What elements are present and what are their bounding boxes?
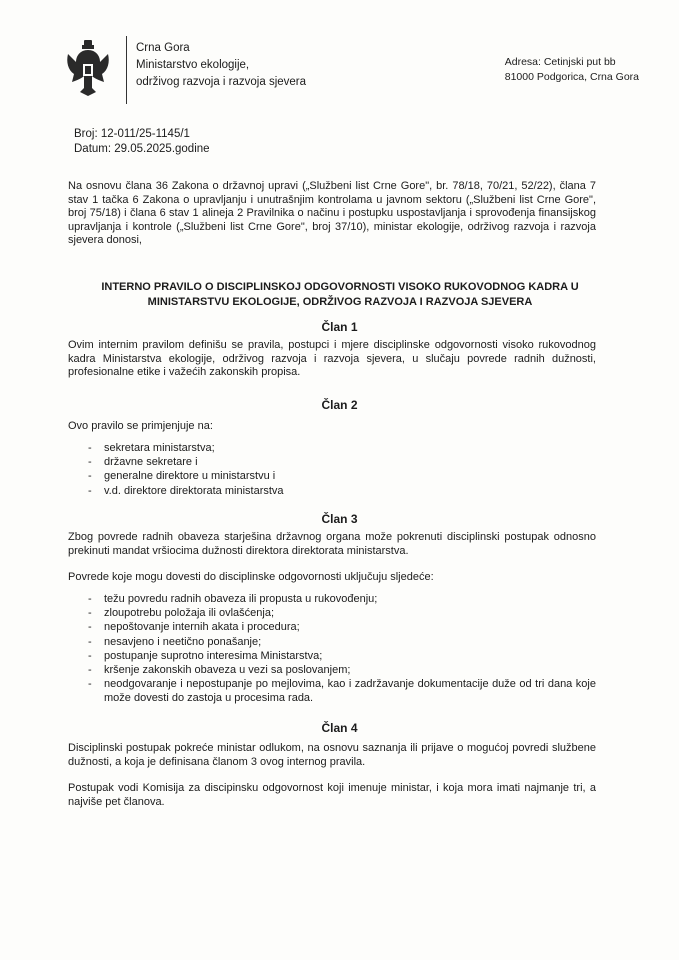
article-3-intro: Povrede koje mogu dovesti do disciplinske odgovornosti uključuju sljedeće: bbox=[68, 571, 434, 583]
article-4-text-1: Disciplinski postupak pokreće ministar odlukom, na osnovu saznanja ili prijave o mogućoj povredi službene dužnosti, a koja je definisana članom 3 ovog internog pravila. bbox=[68, 742, 596, 768]
article-1-heading: Član 1 bbox=[321, 320, 358, 334]
ministry-line-3: održivog razvoja i razvoja sjevera bbox=[136, 76, 307, 88]
article-2-list bbox=[88, 441, 608, 498]
ministry-line-1: Crna Gora bbox=[136, 42, 190, 54]
article-3-heading: Član 3 bbox=[321, 512, 358, 526]
article-4-text-2: Postupak vodi Komisija za discipinsku odgovornost koji imenuje ministar, i koja mora imati najmanje tri, a najviše pet članova. bbox=[68, 782, 596, 808]
article-2-intro: Ovo pravilo se primjenjuje na: bbox=[68, 420, 213, 432]
address-line-1: Adresa: Cetinjski put bb bbox=[504, 56, 616, 68]
list-item: - generalne direktore u ministarstvu i bbox=[88, 469, 608, 483]
address-line-2: 81000 Podgorica, Crna Gora bbox=[504, 71, 639, 83]
document-meta bbox=[74, 127, 210, 157]
montenegro-coat-of-arms-icon bbox=[62, 38, 114, 98]
list-item: - nepoštovanje internih akata i procedura; bbox=[88, 620, 596, 634]
article-1-text: Ovim internim pravilom definišu se pravila, postupci i mjere disciplinske odgovornosti visoko rukovodnog kadra Ministarstva ekologije, održivog razvoja i razvoja sjevera, u slučaju povrede radnih dužnosti, profesionalne etike i važećih zakonskih propisa. bbox=[68, 339, 596, 378]
list-item: - kršenje zakonskih obaveza u vezi sa poslovanjem; bbox=[88, 663, 596, 677]
article-3-list bbox=[88, 592, 596, 706]
title-line-1: INTERNO PRAVILO O DISCIPLINSKOJ ODGOVORNOSTI VISOKO RUKOVODNOG KADRA U bbox=[101, 281, 579, 293]
article-3-text: Zbog povrede radnih obaveza starješina državnog organa može pokrenuti disciplinski postupak odnosno prekinuti mandat vršiocima dužnosti direktora direktorata ministarstva. bbox=[68, 531, 596, 557]
ministry-name bbox=[136, 40, 306, 91]
article-2-heading: Član 2 bbox=[321, 398, 358, 412]
list-item: - postupanje suprotno interesima Ministarstva; bbox=[88, 649, 596, 663]
document-number: Broj: 12-011/25-1145/1 bbox=[74, 128, 190, 140]
article-4-heading: Član 4 bbox=[321, 721, 358, 735]
list-item: - sekretara ministarstva; bbox=[88, 441, 608, 455]
list-item: - težu povredu radnih obaveza ili propusta u rukovođenju; bbox=[88, 592, 596, 606]
address-block bbox=[505, 55, 639, 85]
preamble-text: Na osnovu člana 36 Zakona o državnoj upravi („Službeni list Crne Gore", br. 78/18, 70/21, 52/22), člana 7 stav 1 tačka 6 Zakona o upravljanju i unutrašnjim kontrolama u javnom sektoru („Službeni list Crne Gore", broj 75/18) i člana 6 stav 1 alineja 2 Pravilnika o načinu i postupku uspostavljanja i sprovođenja finansijskog upravljanja i kontrole („Službeni list Crne Gore", broj 37/10), ministar ekologije, održivog razvoja i razvoja sjevera donosi, bbox=[68, 180, 596, 246]
document-date: Datum: 29.05.2025.godine bbox=[74, 143, 210, 155]
list-item: - v.d. direktore direktorata ministarstva bbox=[88, 484, 608, 498]
ministry-line-2: Ministarstvo ekologije, bbox=[136, 59, 250, 71]
document-title bbox=[60, 280, 620, 310]
list-item: - neodgovaranje i nepostupanje po mejlovima, kao i zadržavanje dokumentacije duže od tri dana koje može dovesti do zastoja u procesima rada. bbox=[88, 677, 596, 705]
header-divider bbox=[126, 36, 127, 104]
list-item: - državne sekretare i bbox=[88, 455, 608, 469]
list-item: - zloupotrebu položaja ili ovlašćenja; bbox=[88, 606, 596, 620]
title-line-2: MINISTARSTVU EKOLOGIJE, ODRŽIVOG RAZVOJA I RAZVOJA SJEVERA bbox=[147, 296, 533, 308]
list-item: - nesavjeno i neetično ponašanje; bbox=[88, 635, 596, 649]
